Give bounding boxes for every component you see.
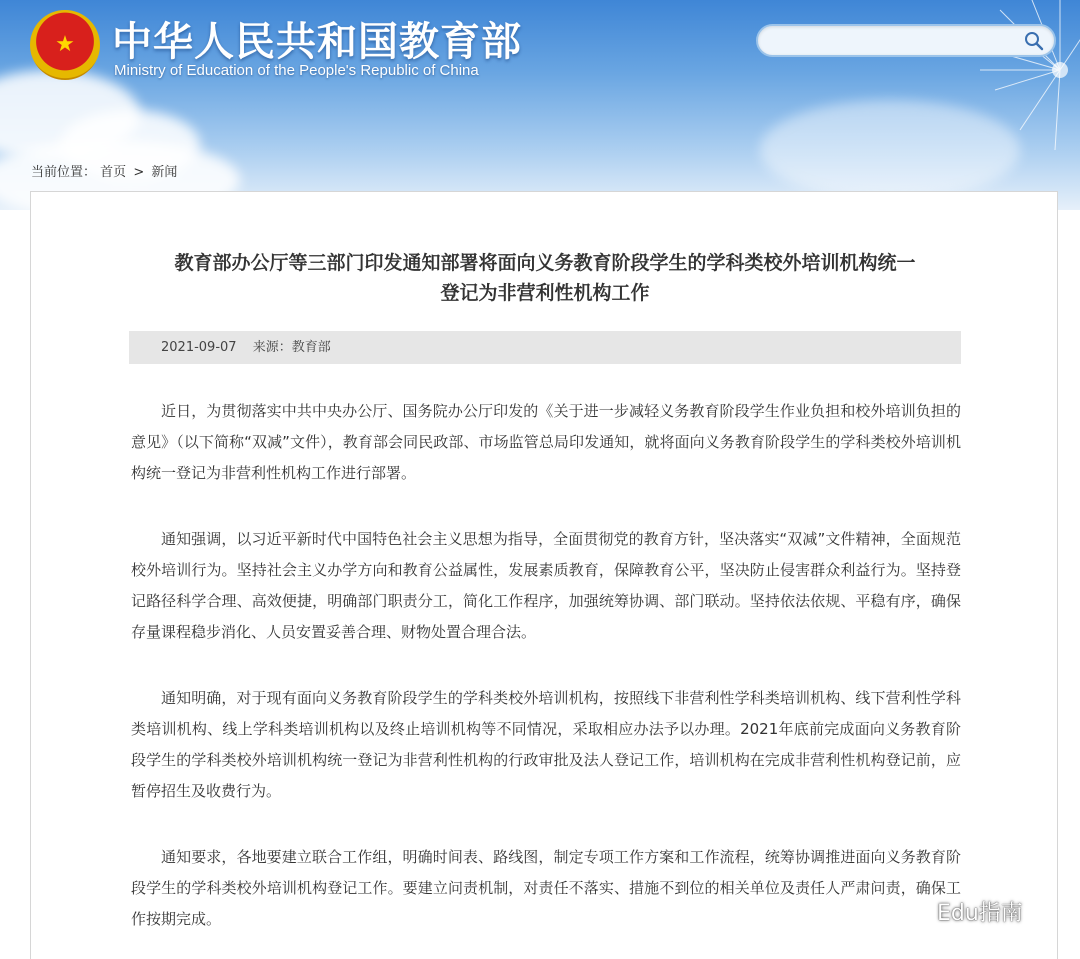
search-box[interactable] xyxy=(756,24,1056,57)
breadcrumb-prefix: 当前位置： xyxy=(31,165,97,180)
site-subtitle: Ministry of Education of the People's Republic of China xyxy=(114,62,479,79)
watermark-text: Edu指南 xyxy=(937,900,1023,926)
article-meta-bar xyxy=(129,331,961,364)
article-title xyxy=(31,248,1059,308)
publish-date: 2021-09-07 xyxy=(161,340,237,355)
site-title[interactable]: 中华人民共和国教育部 xyxy=(112,19,522,65)
article-title-line: 登记为非营利性机构工作 xyxy=(440,282,650,304)
breadcrumb-home-link[interactable]: 首页 xyxy=(100,165,127,180)
article-source: 来源：教育部 xyxy=(252,340,331,355)
article-panel xyxy=(30,191,1058,959)
article-title-line: 教育部办公厅等三部门印发通知部署将面向义务教育阶段学生的学科类校外培训机构统一 xyxy=(174,252,916,274)
article-body xyxy=(131,396,961,959)
search-input[interactable] xyxy=(772,30,1022,52)
article-paragraph: 通知要求，各地要建立联合工作组，明确时间表、路线图，制定专项工作方案和工作流程，统筹协调推进面向义务教育阶段学生的学科类校外培训机构登记工作。要建立问责机制，对责任不落实、措施不到位的相关单位及责任人严肃问责，确保工作按期完成。 xyxy=(131,848,961,928)
breadcrumb xyxy=(31,161,177,180)
wechat-icon xyxy=(897,896,931,926)
article-paragraph: 通知强调，以习近平新时代中国特色社会主义思想为指导，全面贯彻党的教育方针，坚决落实“双减”文件精神，全面规范校外培训行为。坚持社会主义办学方向和教育公益属性，发展素质教育，保障教育公平，坚决防止侵害群众利益行为。坚持登记路径科学合理、高效便捷，明确部门职责分工，简化工作程序，加强统筹协调、部门联动。坚持依法依规、平稳有序，确保存量课程稳步消化、人员安置妥善合理、财物处置合理合法。 xyxy=(131,530,961,641)
national-emblem-icon[interactable] xyxy=(30,10,100,80)
breadcrumb-news-link[interactable]: 新闻 xyxy=(151,165,178,180)
star-icon: ★ xyxy=(55,32,75,57)
article-paragraph: 通知明确，对于现有面向义务教育阶段学生的学科类校外培训机构，按照线下非营利性学科类培训机构、线下营利性学科类培训机构、线上学科类培训机构以及终止培训机构等不同情况，采取相应办法予以办理。2021年底前完成面向义务教育阶段学生的学科类校外培训机构统一登记为非营利性机构的行政审批及法人登记工作，培训机构在完成非营利性机构登记前，应暂停招生及收费行为。 xyxy=(131,689,961,800)
watermark xyxy=(897,893,1023,929)
breadcrumb-separator: > xyxy=(133,165,145,180)
search-icon[interactable] xyxy=(1024,31,1044,51)
article-paragraph: 近日，为贯彻落实中共中央办公厅、国务院办公厅印发的《关于进一步减轻义务教育阶段学生作业负担和校外培训负担的意见》（以下简称“双减”文件），教育部会同民政部、市场监管总局印发通知，就将面向义务教育阶段学生的学科类校外培训机构统一登记为非营利性机构工作进行部署。 xyxy=(131,402,961,482)
